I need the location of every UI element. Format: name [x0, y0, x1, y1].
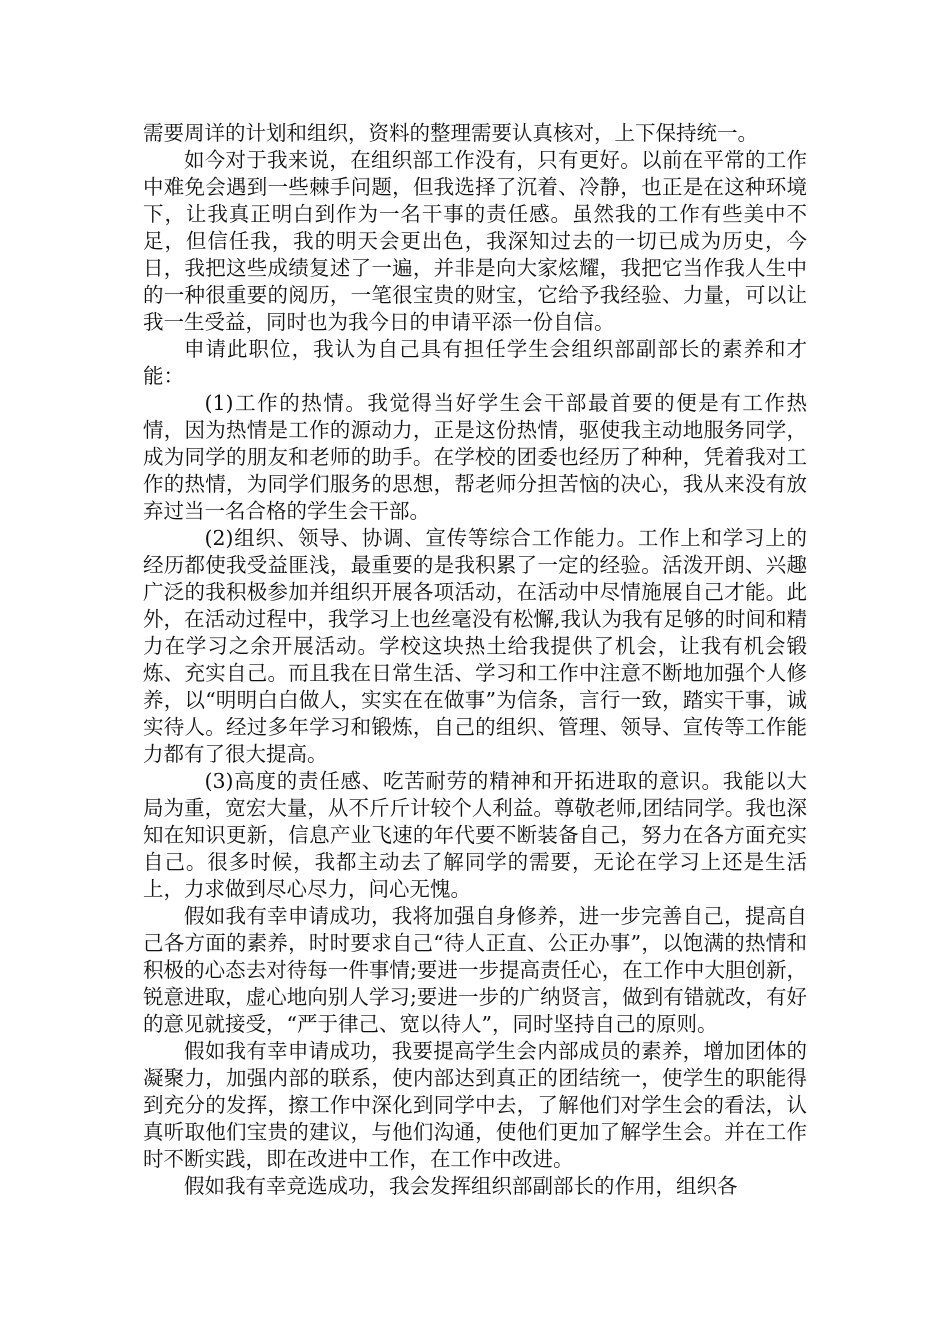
paragraph-7: 假如我有幸申请成功，我将加强自身修养，进一步完善自己，提高自己各方面的素养，时时要求自己“待人正直、公正办事”，以饱满的热情和积极的心态去对待每一件事情;要进一步提高责任心，在工作中大胆创新，锐意进取，虚心地向别人学习;要进一步的广纳贤言，做到有错就改，有好的意见就接受，“严于律己、宽以待人”，同时坚持自己的原则。: [143, 904, 807, 1036]
paragraph-4: (1)工作的热情。我觉得当好学生会干部最首要的便是有工作热情，因为热情是工作的源动力，正是这份热情，驱使我主动地服务同学，成为同学的朋友和老师的助手。在学校的团委也经历了种种，凭着我对工作的热情，为同学们服务的思想，帮老师分担苦恼的决心，我从来没有放弃过当一名合格的学生会干部。: [143, 391, 807, 523]
paragraph-2: 如今对于我来说，在组织部工作没有，只有更好。以前在平常的工作中难免会遇到一些棘手问题，但我选择了沉着、冷静，也正是在这种环境下，让我真正明白到作为一名干事的责任感。虽然我的工作有些美中不足，但信任我，我的明天会更出色，我深知过去的一切已成为历史，今日，我把这些成绩复述了一遍，并非是向大家炫耀，我把它当作我人生中的一种很重要的阅历，一笔很宝贵的财宝，它给予我经验、力量，可以让我一生受益，同时也为我今日的申请平添一份自信。: [143, 148, 807, 334]
paragraph-9: 假如我有幸竞选成功，我会发挥组织部副部长的作用，组织各: [184, 1174, 738, 1198]
document-body: [143, 120, 807, 1200]
paragraph-5: (2)组织、领导、协调、宣传等综合工作能力。工作上和学习上的经历都使我受益匪浅，最重要的是我积累了一定的经验。活泼开朗、兴趣广泛的我积极参加并组织开展各项活动，在活动中尽情施展自己才能。此外，在活动过程中，我学习上也丝毫没有松懈,我认为我有足够的时间和精力在学习之余开展活动。学校这块热土给我提供了机会，让我有机会锻炼、充实自己。而且我在日常生活、学习和工作中注意不断地加强个人修养，以“明明白白做人，实实在在做事”为信条，言行一致，踏实干事，诚实待人。经过多年学习和锻炼，自己的组织、管理、领导、宣传等工作能力都有了很大提高。: [143, 526, 807, 766]
paragraph-6: (3)高度的责任感、吃苦耐劳的精神和开拓进取的意识。我能以大局为重，宽宏大量，从不斤斤计较个人利益。尊敬老师,团结同学。我也深知在知识更新，信息产业飞速的年代要不断装备自己，努力在各方面充实自己。很多时候，我都主动去了解同学的需要，无论在学习上还是生活上，力求做到尽心尽力，问心无愧。: [143, 769, 807, 901]
paragraph-8: 假如我有幸申请成功，我要提高学生会内部成员的素养，增加团体的凝聚力，加强内部的联系，使内部达到真正的团结统一，使学生的职能得到充分的发挥，擦工作中深化到同学中去，了解他们对学生会的看法，认真听取他们宝贵的建议，与他们沟通，使他们更加了解学生会。并在工作时不断实践，即在改进中工作，在工作中改进。: [143, 1039, 807, 1171]
paragraph-3: 申请此职位，我认为自己具有担任学生会组织部副部长的素养和才能：: [143, 337, 807, 388]
paragraph-1: 需要周详的计划和组织，资料的整理需要认真核对，上下保持统一。: [143, 121, 758, 145]
